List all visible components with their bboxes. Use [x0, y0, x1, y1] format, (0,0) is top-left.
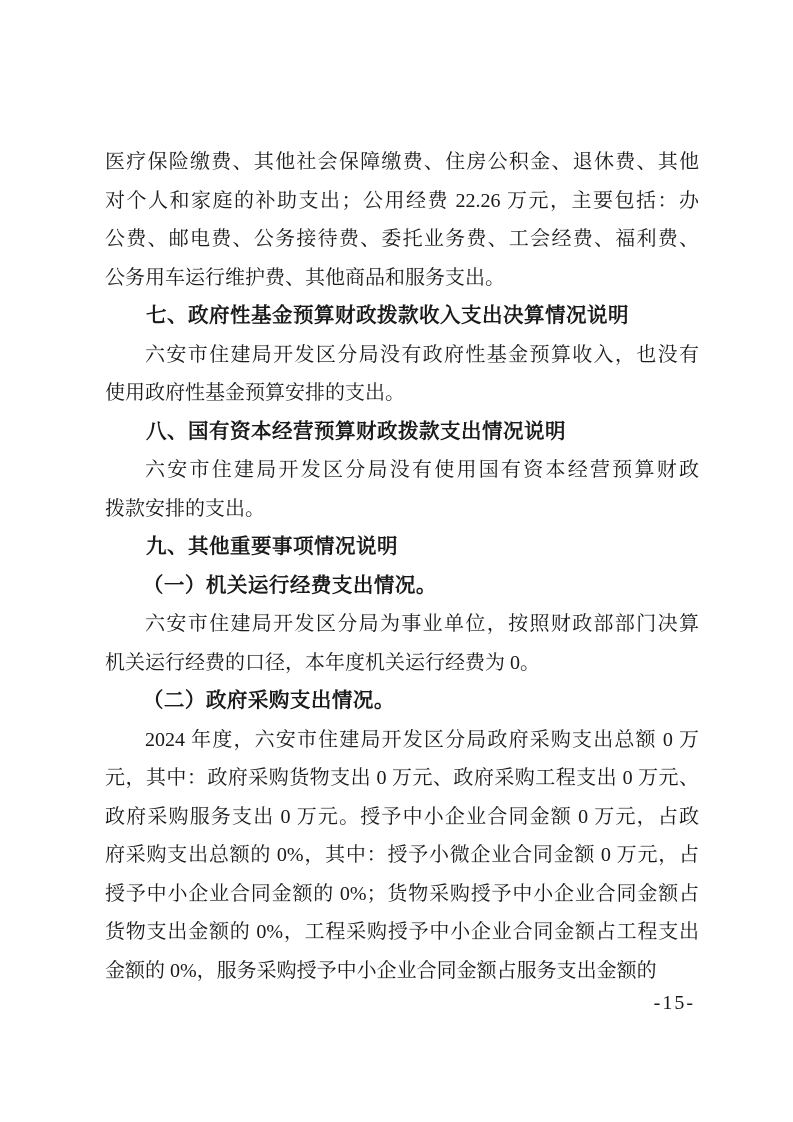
- text-line: 六安市住建局开发区分局为事业单位，按照财政部部门决算: [145, 613, 699, 635]
- section-heading: 七、政府性基金预算财政拨款收入支出决算情况说明: [146, 304, 629, 327]
- text-line: 公务用车运行维护费、其他商品和服务支出。: [105, 266, 505, 289]
- text-line: 拨款安排的支出。: [105, 497, 265, 520]
- section-heading: 九、其他重要事项情况说明: [146, 535, 398, 558]
- text-line: 府采购支出总额的 0%，其中：授予小微企业合同金额 0 万元，占: [105, 844, 699, 866]
- text-line: 六安市住建局开发区分局没有使用国有资本经营预算财政: [145, 459, 699, 481]
- text-line: 授予中小企业合同金额的 0%；货物采购授予中小企业合同金额占: [105, 882, 699, 905]
- text-line: 金额的 0%，服务采购授予中小企业合同金额占服务支出金额的: [105, 959, 657, 982]
- document-body: [105, 143, 699, 990]
- text-line: 对个人和家庭的补助支出；公用经费 22.26 万元，主要包括：办: [105, 189, 699, 212]
- text-line: 政府采购服务支出 0 万元。授予中小企业合同金额 0 万元，占政: [105, 805, 699, 828]
- section-heading: （二）政府采购支出情况。: [142, 690, 395, 712]
- text-line: 元，其中：政府采购货物支出 0 万元、政府采购工程支出 0 万元、: [105, 767, 699, 789]
- text-line: 公费、邮电费、公务接待费、委托业务费、工会经费、福利费、: [105, 228, 699, 250]
- text-line: 机关运行经费的口径，本年度机关运行经费为 0。: [105, 651, 540, 674]
- section-heading: （一）机关运行经费支出情况。: [142, 574, 437, 597]
- text-line: 使用政府性基金预算安排的支出。: [105, 382, 405, 404]
- text-line: 2024 年度，六安市住建局开发区分局政府采购支出总额 0 万: [145, 728, 699, 751]
- page-number: -15-: [653, 992, 695, 1014]
- section-heading: 八、国有资本经营预算财政拨款支出情况说明: [146, 419, 566, 443]
- text-line: 六安市住建局开发区分局没有政府性基金预算收入，也没有: [145, 343, 699, 366]
- text-line: 医疗保险缴费、其他社会保障缴费、住房公积金、退休费、其他: [105, 151, 699, 173]
- text-line: 货物支出金额的 0%，工程采购授予中小企业合同金额占工程支出: [105, 921, 699, 943]
